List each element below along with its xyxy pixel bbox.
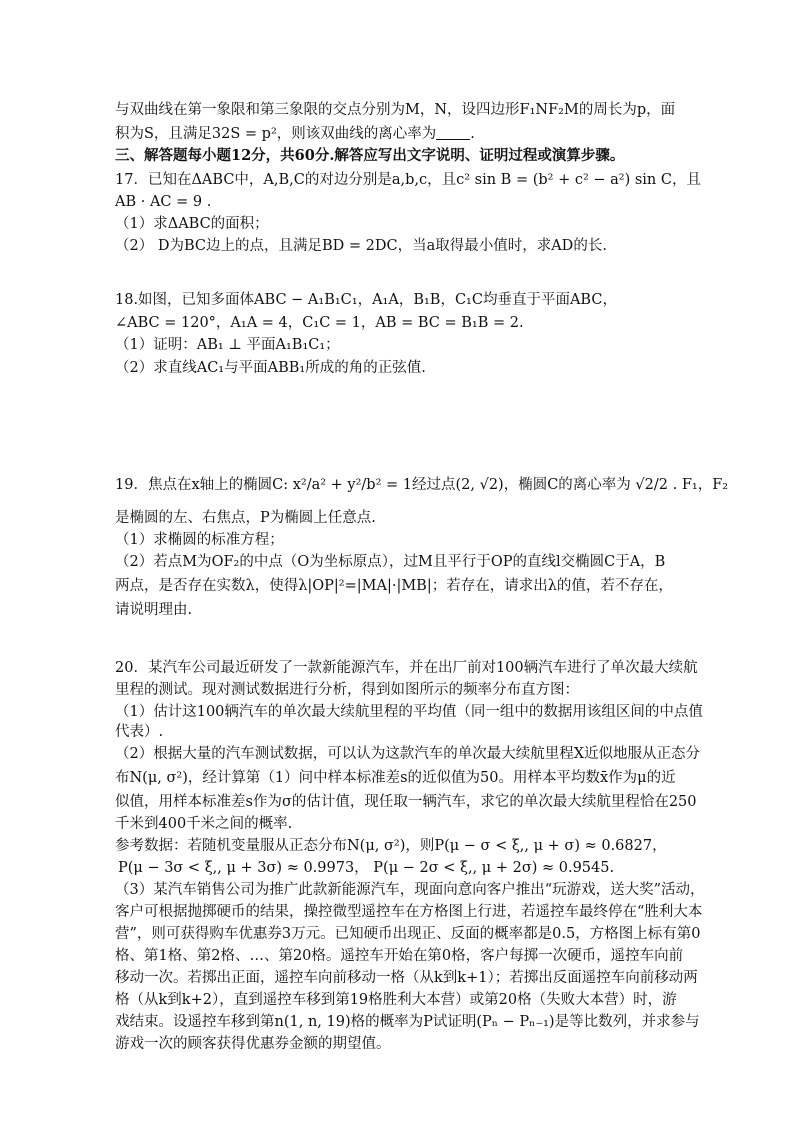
problem20-part3d: 格、第1格、第2格、…、第20格。遥控车开始在第0格，客户每掷一次硬币，遥控车向前 xyxy=(115,948,684,964)
problem19-line2: 是椭圆的左、右焦点，P为椭圆上任意点. xyxy=(115,510,376,526)
problem16-line2-text: 积为S，且满足32S = p²，则该双曲线的离心率为 xyxy=(115,126,437,142)
problem20-part3a: （3）某汽车销售公司为推广此款新能源汽车，现面向意向客户推出“玩游戏，送大奖”活动， xyxy=(115,882,705,898)
problem19-line1: 19．焦点在x轴上的椭圆C: x²/a² + y²/b² = 1经过点(2, √2)，椭圆C的离心率为 √2/2 . F₁，F₂ xyxy=(115,477,729,493)
problem20-part2c: 似值，用样本标准差s作为σ的估计值，现任取一辆汽车，求它的单次最大续航里程恰在250 xyxy=(115,794,697,810)
problem18-line1: 18.如图，已知多面体ABC − A₁B₁C₁，A₁A，B₁B，C₁C均垂直于平面ABC， xyxy=(115,292,617,308)
problem20-part3h: 游戏一次的顾客获得优惠券金额的期望值。 xyxy=(115,1036,391,1052)
problem16-line2-end: . xyxy=(470,126,475,142)
problem20-line2: 里程的测试。现对测试数据进行分析，得到如图所示的频率分布直方图： xyxy=(115,682,579,698)
problem20-part3e: 移动一次。若掷出正面，遥控车向前移动一格（从k到k+1）；若掷出反面遥控车向前移动两 xyxy=(115,970,698,986)
problem18-line2: ∠ABC = 120°，A₁A = 4，C₁C = 1，AB = BC = B₁B = 2. xyxy=(115,315,524,331)
section3-heading: 三、解答题每小题12分，共60分.解答应写出文字说明、证明过程或演算步骤。 xyxy=(115,147,625,164)
problem20-part3b: 客户可根据抛掷硬币的结果，操控微型遥控车在方格图上行进，若遥控车最终停在“胜利大本 xyxy=(115,904,703,920)
problem18-part2: （2）求直线AC₁与平面ABB₁所成的角的正弦值. xyxy=(115,360,426,376)
problem20-part2d: 千米到400千米之间的概率. xyxy=(115,816,293,832)
problem17-line1: 17．已知在ΔABC中，A,B,C的对边分别是a,b,c，且c² sin B = (b² + c² − a²) sin C，且 xyxy=(115,172,701,188)
problem18-part1: （1）证明：AB₁ ⊥ 平面A₁B₁C₁； xyxy=(115,337,340,353)
problem20-ref2: P(μ − 3σ < ξ,, μ + 3σ) ≈ 0.9973， P(μ − 2σ < ξ,, μ + 2σ) ≈ 0.9545. xyxy=(118,860,615,876)
problem20-part2a: （2）根据大量的汽车测试数据，可以认为这款汽车的单次最大续航里程X近似地服从正态分 xyxy=(115,746,701,762)
problem20-part1a: （1）估计这100辆汽车的单次最大续航里程的平均值（同一组中的数据用该组区间的中点值 xyxy=(115,704,703,720)
answer-blank xyxy=(436,125,470,140)
problem19-part2c: 请说明理由. xyxy=(115,602,193,618)
problem20-part1b: 代表）. xyxy=(115,724,164,740)
problem19-part2a: （2）若点M为OF₂的中点（O为坐标原点），过M且平行于OP的直线l交椭圆C于A，B xyxy=(115,554,666,570)
problem19-part2b: 两点，是否存在实数λ，使得λ|OP|²=|MA|·|MB|；若存在，请求出λ的值，若不存在， xyxy=(115,578,673,594)
problem20-part2b: 布N(μ, σ²)，经计算第（1）问中样本标准差s的近似值为50。用样本平均数x̄作为μ的近 xyxy=(115,770,676,786)
problem16-line1: 与双曲线在第一象限和第三象限的交点分别为M，N，设四边形F₁NF₂M的周长为p，面 xyxy=(115,102,676,118)
problem20-part3c: 营”，则可获得购车优惠券3万元。已知硬币出现正、反面的概率都是0.5，方格图上标有第0 xyxy=(115,926,701,942)
problem19-part1: （1）求椭圆的标准方程； xyxy=(115,532,284,548)
problem20-part3g: 戏结束。设遥控车移到第n(1, n, 19)格的概率为P试证明(Pₙ − Pₙ₋₁)是等比数列，并求参与 xyxy=(115,1014,700,1030)
problem20-part3f: 格（从k到k+2），直到遥控车移到第19格胜利大本营）或第20格（失败大本营）时，游 xyxy=(115,992,677,1008)
problem16-line2 xyxy=(115,124,694,144)
problem20-line1: 20．某汽车公司最近研发了一款新能源汽车，并在出厂前对100辆汽车进行了单次最大续航 xyxy=(115,660,698,676)
problem17-part1: （1）求ΔABC的面积； xyxy=(115,216,269,232)
problem17-line2: AB · AC = 9 . xyxy=(115,194,212,210)
problem17-part2: （2） D为BC边上的点，且满足BD = 2DC，当a取得最小值时，求AD的长. xyxy=(115,238,607,254)
problem20-ref1: 参考数据：若随机变量服从正态分布N(μ, σ²)，则P(μ − σ < ξ,, μ + σ) ≈ 0.6827， xyxy=(115,838,667,854)
